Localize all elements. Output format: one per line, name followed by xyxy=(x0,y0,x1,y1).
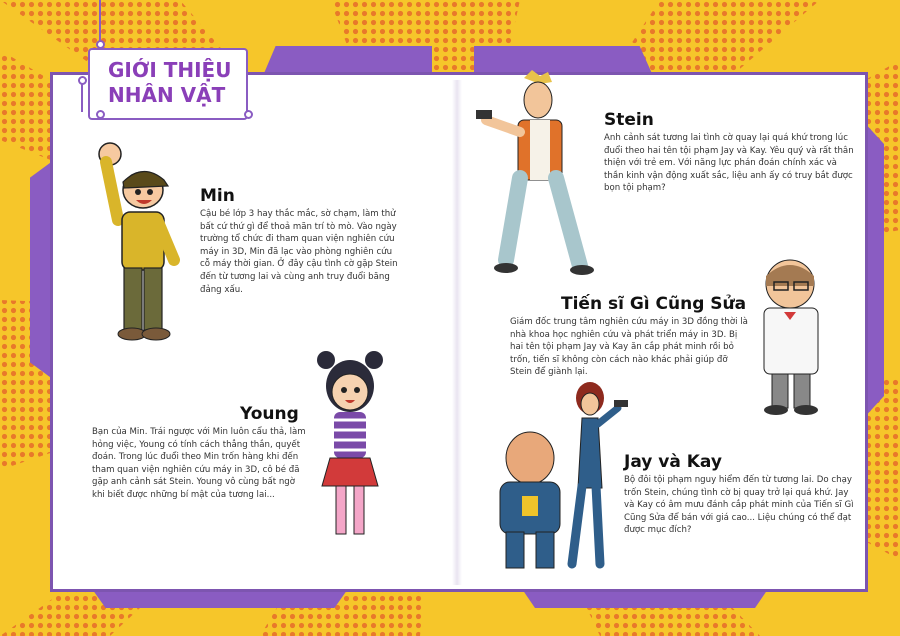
doctor-description: Giám đốc trung tâm nghiên cứu máy in 3D đồng thời là nhà khoa học nghiên cứu và phát triển máy in 3D. Bị hai tên tội phạm Jay và Kay ăn cắp phát minh rồi bỏ trốn, tiến sĩ không còn cách nào khác phải giúp đỡ Stein để giành lại. xyxy=(510,317,748,378)
doctor-name: Tiến sĩ Gì Cũng Sửa xyxy=(561,294,747,314)
min-description: Cậu bé lớp 3 hay thắc mắc, sờ chạm, làm thử bất cứ thứ gì để thoả mãn trí tò mò. Vào ngày trường tổ chức đi tham quan viện nghiên cứu máy in 3D, Min đã lạc vào phòng nghiên cứu cỗ máy thời gian. Ở đây cậu tình cờ gặp Stein đến từ tương lai và cùng anh truy đuổi băng đảng xấu. xyxy=(200,209,398,295)
min-name: Min xyxy=(200,186,235,206)
jaykay-illustration xyxy=(490,378,630,578)
book-gutter xyxy=(452,80,462,585)
jaykay-name: Jay và Kay xyxy=(624,452,722,472)
stein-name: Stein xyxy=(604,110,654,130)
title-line-1: GIỚI THIỆU xyxy=(108,58,232,82)
stein-illustration xyxy=(476,70,600,280)
doctor-illustration xyxy=(748,256,834,418)
young-name: Young xyxy=(240,404,299,424)
young-illustration xyxy=(312,346,390,542)
title-dot-left xyxy=(78,76,87,85)
jaykay-description: Bộ đôi tội phạm nguy hiểm đến từ tương lai. Do chạy trốn Stein, chúng tình cờ bị quay trở lại quá khứ. Jay và Kay có âm mưu đánh cắp phát minh của Tiến sĩ Gì Cũng Sửa để bán với giá cao... Liệu chúng có thể đạt được mục đích? xyxy=(624,475,854,536)
section-title xyxy=(88,48,248,120)
young-description: Bạn của Min. Trái ngược với Min luôn cẩu thả, làm hỏng việc, Young có tính cách thẳng thắn, quyết đoán. Trong lúc đuổi theo Min trốn hàng khi đến tham quan viện nghiên cứu máy in 3D, cô bé đã gặp anh cảnh sát Stein. Young vô cùng bất ngờ khi biết được những bí mật của tương lai... xyxy=(92,427,306,500)
title-dot-top xyxy=(96,40,105,49)
title-dot-bottom-right xyxy=(244,110,253,119)
title-line-2: NHÂN VẬT xyxy=(108,83,226,107)
title-dot-bottom-left xyxy=(96,110,105,119)
min-illustration xyxy=(88,140,193,350)
stein-description: Anh cảnh sát tương lai tình cờ quay lại quá khứ trong lúc đuổi theo hai tên tội phạm Jay và Kay. Yêu quý và rất thân thiện với trẻ em. Với năng lực phán đoán chính xác và thần kinh vận động xuất sắc, liệu anh ấy có truy bắt được bọn tội phạm? xyxy=(604,133,854,194)
